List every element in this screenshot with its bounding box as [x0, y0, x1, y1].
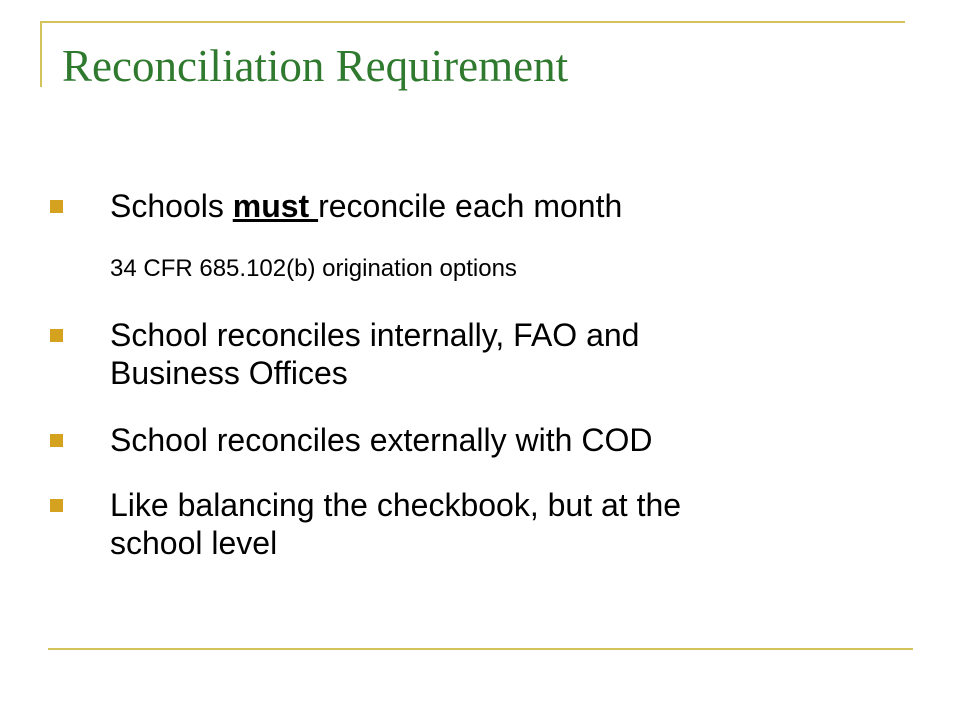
bullet-text: School reconciles externally with COD [110, 422, 653, 458]
square-bullet-icon [50, 434, 63, 447]
bullet-item-internal [110, 316, 870, 392]
bullet-item-must-reconcile [110, 187, 870, 225]
bullet-text-pre: Schools [110, 188, 233, 224]
bullet-item-external [110, 421, 870, 459]
bullet-text-line1: School reconciles internally, FAO and [110, 317, 640, 353]
square-bullet-icon [50, 329, 63, 342]
bullet-text-line2: school level [110, 525, 278, 561]
sub-line-cfr: 34 CFR 685.102(b) origination options [110, 255, 517, 282]
slide-title: Reconciliation Requirement [62, 41, 569, 91]
bullet-text-emphasis: must [232, 188, 319, 224]
bullet-item-checkbook [110, 486, 870, 562]
bullet-text-line1: Like balancing the checkbook, but at the [110, 487, 682, 523]
square-bullet-icon [50, 499, 63, 512]
bullet-text-post: reconcile each month [318, 188, 623, 224]
bullet-text-line2: Business Offices [110, 355, 348, 391]
square-bullet-icon [50, 200, 63, 213]
